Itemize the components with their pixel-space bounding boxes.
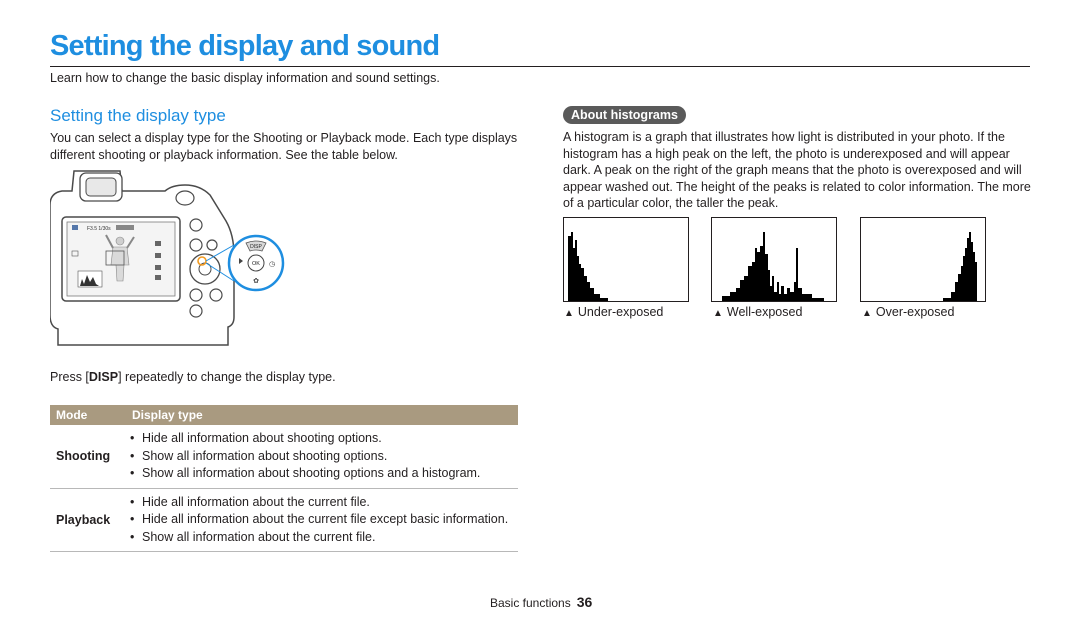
disp-key-label: DISP	[88, 370, 119, 384]
list-item: • Hide all information about the current file.	[130, 494, 518, 512]
svg-text:✿: ✿	[253, 278, 259, 285]
table-row	[50, 425, 518, 488]
table-row	[50, 488, 518, 552]
footer-section-name: Basic functions	[490, 596, 571, 610]
ok-button-label: OK	[252, 261, 260, 267]
aperture-shutter-readout: F3.5 1/30s	[87, 226, 111, 232]
page-title: Setting the display and sound	[50, 30, 440, 62]
title-divider	[50, 66, 1030, 67]
list-item: • Hide all information about shooting options.	[130, 430, 518, 448]
caption-text: Well-exposed	[726, 305, 803, 319]
table-header-row	[50, 405, 518, 425]
svg-text:◷: ◷	[268, 261, 276, 268]
mode-cell-playback: Playback	[50, 488, 126, 552]
caption-under-exposed	[564, 305, 663, 319]
caption-over-exposed	[862, 305, 954, 319]
list-item: • Show all information about shooting options and a histogram.	[130, 465, 518, 483]
column-header-mode: Mode	[50, 405, 126, 425]
intro-text: Learn how to change the basic display information and sound settings.	[50, 71, 440, 85]
caption-text: Under-exposed	[577, 305, 664, 319]
triangle-marker-icon: ▲	[862, 308, 872, 319]
page-footer	[490, 594, 592, 610]
press-instruction	[50, 370, 336, 384]
page-number: 36	[576, 594, 593, 610]
histogram-over-exposed	[860, 217, 986, 302]
histogram-under-exposed	[563, 217, 689, 302]
list-item: • Show all information about shooting options.	[130, 448, 518, 466]
list-item: • Show all information about the current file.	[130, 529, 518, 547]
press-prefix: Press [	[50, 370, 89, 384]
press-suffix: ] repeatedly to change the display type.	[118, 370, 336, 384]
display-type-table	[50, 405, 518, 552]
disp-button-label: DISP	[250, 244, 262, 250]
histograms-body: A histogram is a graph that illustrates how light is distributed in your photo. If the histogram has a high peak on the left, the photo is underexposed and will appear dark. A peak on the right of the graph means that the photo is overexposed and will appear washed out. The height of the peaks is related to color information. The more of a particular color, the taller the peak.	[563, 130, 1031, 211]
section-heading-display-type: Setting the display type	[50, 106, 226, 125]
mode-cell-shooting: Shooting	[50, 425, 126, 488]
caption-well-exposed	[713, 305, 802, 319]
display-type-cell	[126, 425, 518, 488]
caption-text: Over-exposed	[875, 305, 955, 319]
about-histograms-badge: About histograms	[563, 106, 686, 124]
histogram-well-exposed	[711, 217, 837, 302]
camera-illustration	[50, 165, 300, 355]
list-item: • Hide all information about the current file except basic information.	[130, 511, 518, 529]
section-body-display-type: You can select a display type for the Shooting or Playback mode. Each type displays different shooting or playback information. See the table below.	[50, 131, 518, 162]
triangle-marker-icon: ▲	[564, 308, 574, 319]
display-type-cell	[126, 488, 518, 552]
column-header-display-type: Display type	[126, 405, 518, 425]
triangle-marker-icon: ▲	[713, 308, 723, 319]
